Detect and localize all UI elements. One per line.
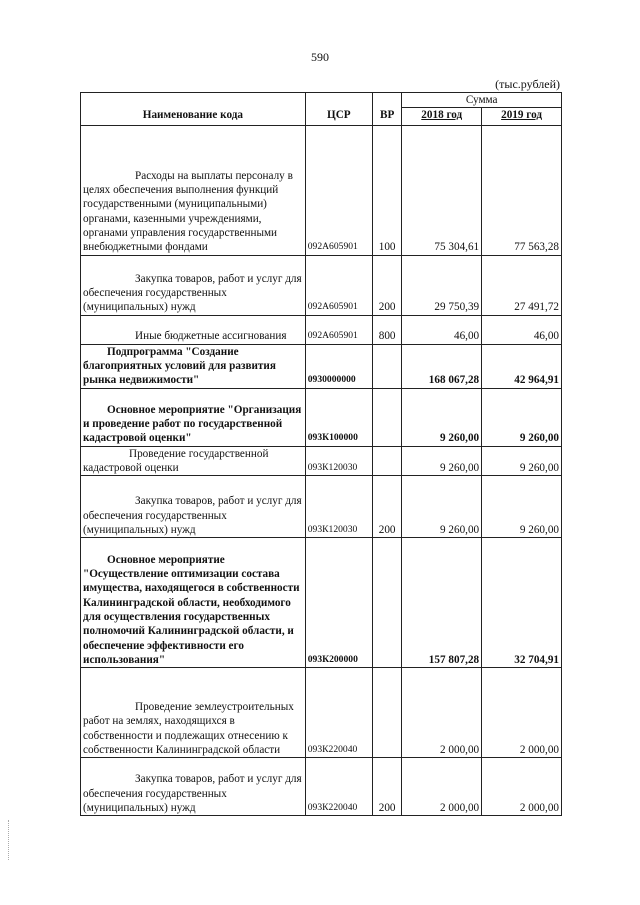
row-2018: 9 260,00 [402, 476, 482, 538]
header-year-2019: 2019 год [482, 108, 562, 125]
table-row [81, 344, 562, 388]
row-csr: 093К120030 [305, 446, 372, 476]
row-2018: 2 000,00 [402, 668, 482, 758]
row-vr [372, 668, 401, 758]
row-name: Закупка товаров, работ и услуг для обеспечения государственных (муниципальных) нужд [83, 272, 302, 314]
table-row [81, 538, 562, 668]
row-csr: 093К220040 [305, 758, 372, 816]
table-row [81, 315, 562, 344]
row-2018: 9 260,00 [402, 388, 482, 446]
row-name: Основное мероприятие "Организация и проведение работ по государственной кадастровой оценки" [83, 403, 302, 445]
row-2019: 32 704,91 [482, 538, 562, 668]
header-year-2018: 2018 год [402, 108, 482, 125]
row-vr: 200 [372, 476, 401, 538]
row-2019: 46,00 [482, 315, 562, 344]
row-name: Основное мероприятие "Осуществление оптимизации состава имущества, находящегося в собственности Калининградской области, необходимого для осуществления государственных полномочий Калининградской области, и обеспечение эффективности его использования" [83, 553, 300, 666]
row-vr [372, 388, 401, 446]
row-vr: 200 [372, 758, 401, 816]
row-name: Иные бюджетные ассигнования [135, 330, 287, 343]
row-name: Проведение землеустроительных работ на землях, находящихся в собственности и подлежащих отнесению к собственности Калининградской области [83, 701, 294, 756]
row-2019: 9 260,00 [482, 388, 562, 446]
header-vr: ВР [372, 93, 401, 126]
row-name: Закупка товаров, работ и услуг для обеспечения государственных (муниципальных) нужд [83, 495, 302, 536]
row-2019: 2 000,00 [482, 668, 562, 758]
table-row [81, 668, 562, 758]
table-row [81, 476, 562, 538]
table-row [81, 255, 562, 315]
row-name: Проведение государственной кадастровой оценки [83, 447, 269, 474]
row-2019: 42 964,91 [482, 344, 562, 388]
row-vr [372, 446, 401, 476]
budget-table [80, 92, 562, 816]
row-2019: 9 260,00 [482, 446, 562, 476]
table-row [81, 758, 562, 816]
page-number: 590 [311, 50, 329, 64]
header-csr: ЦСР [305, 93, 372, 126]
row-csr: 093К220040 [305, 668, 372, 758]
row-vr: 800 [372, 315, 401, 344]
row-csr: 093К200000 [305, 538, 372, 668]
units-label: (тыс.рублей) [495, 77, 560, 91]
table-row [81, 125, 562, 255]
row-csr: 092А605901 [305, 315, 372, 344]
margin-scan-artifact [8, 820, 11, 860]
row-2018: 2 000,00 [402, 758, 482, 816]
row-2018: 29 750,39 [402, 255, 482, 315]
row-csr: 093К100000 [305, 388, 372, 446]
header-sum: Сумма [402, 93, 562, 108]
row-vr [372, 538, 401, 668]
header-name: Наименование кода [81, 93, 306, 126]
row-2018: 9 260,00 [402, 446, 482, 476]
row-2018: 46,00 [402, 315, 482, 344]
row-name: Расходы на выплаты персоналу в целях обеспечения выполнения функций государственными (муниципальными) органами, казенными учреждениями, органами управления государственными внебюджетными фондами [83, 169, 293, 254]
row-vr: 100 [372, 125, 401, 255]
row-csr: 093К120030 [305, 476, 372, 538]
row-2019: 27 491,72 [482, 255, 562, 315]
row-2019: 2 000,00 [482, 758, 562, 816]
row-vr: 200 [372, 255, 401, 315]
row-csr: 092А605901 [305, 125, 372, 255]
row-csr: 0930000000 [305, 344, 372, 388]
row-2019: 77 563,28 [482, 125, 562, 255]
row-2018: 157 807,28 [402, 538, 482, 668]
row-2018: 168 067,28 [402, 344, 482, 388]
row-name: Закупка товаров, работ и услуг для обеспечения государственных (муниципальных) нужд [83, 773, 302, 814]
row-2018: 75 304,61 [402, 125, 482, 255]
table-row [81, 388, 562, 446]
row-vr [372, 344, 401, 388]
row-csr: 092А605901 [305, 255, 372, 315]
table-row [81, 446, 562, 476]
row-name: Подпрограмма "Создание благоприятных условий для развития рынка недвижимости" [83, 345, 276, 387]
row-2019: 9 260,00 [482, 476, 562, 538]
